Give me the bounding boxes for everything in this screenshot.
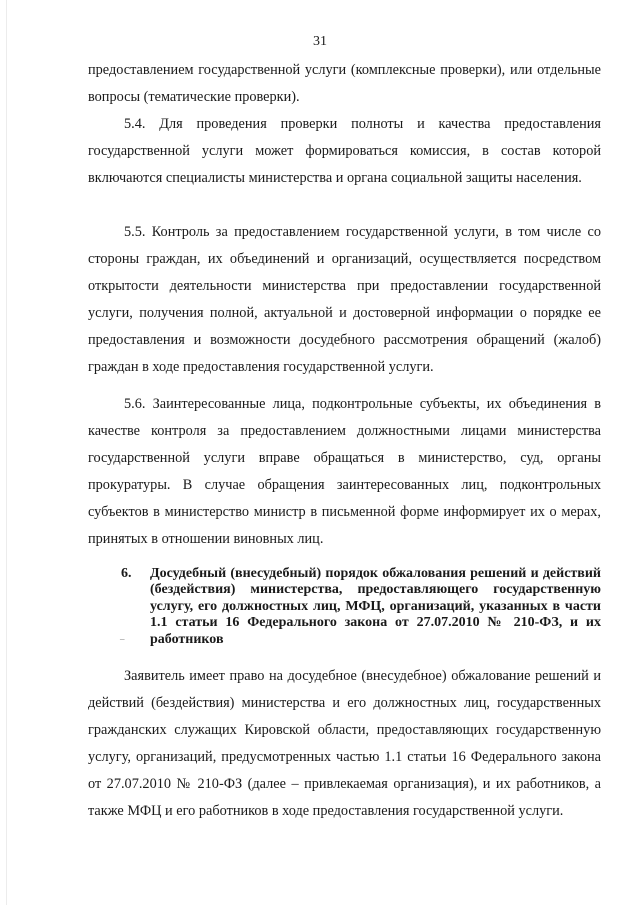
paragraph-block-4 bbox=[88, 391, 601, 553]
page-number: 31 bbox=[313, 34, 327, 49]
scan-edge-line bbox=[6, 0, 7, 905]
paragraph-5-6: 5.6. Заинтересованные лица, подконтрольные субъекты, их объединения в качестве контроля за предоставлением должностными лицами министерства государственной услуги вправе обращаться в министерство, суд, органы прокуратуры. В случае обращения заинтересованных лиц, подконтрольных субъектов в министерство министр в письменной форме информирует их о мерах, принятых в отношении виновных лиц. bbox=[88, 396, 601, 547]
paragraph-5-5: 5.5. Контроль за предоставлением государственной услуги, в том числе со стороны граждан, их объединений и организаций, осуществляется посредством открытости деятельности министерства при предоставлении государственной услуги, получения полной, актуальной и достоверной информации о порядке ее предоставления и возможности досудебного рассмотрения обращений (жалоб) граждан в ходе предоставления государственной услуги. bbox=[88, 224, 601, 375]
section-6-heading bbox=[88, 566, 601, 648]
paragraph-block-1 bbox=[88, 57, 601, 111]
paragraph-block-3 bbox=[88, 219, 601, 381]
paragraph-continuation: предоставлением государственной услуги (комплексные проверки), или отдельные вопросы (тематические проверки). bbox=[88, 62, 601, 105]
section-number: 6. bbox=[121, 566, 132, 581]
margin-mark: _ bbox=[120, 631, 125, 641]
paragraph-5-4: 5.4. Для проведения проверки полноты и качества предоставления государственной услуги может формироваться комиссия, в состав которой включаются специалисты министерства и органа социальной защиты населения. bbox=[88, 116, 601, 186]
paragraph-block-2 bbox=[88, 111, 601, 192]
paragraph-block-5 bbox=[88, 663, 601, 825]
section-title: Досудебный (внесудебный) порядок обжалования решений и действий (бездействия) министерства, предоставляющего государственную услугу, его должностных лиц, МФЦ, организаций, указанных в части 1.1 статьи 16 Федерального закона от 27.07.2010 № 210-ФЗ, и их работников bbox=[150, 566, 601, 647]
section-6-body: Заявитель имеет право на досудебное (внесудебное) обжалование решений и действий (бездействия) министерства и его должностных лиц, государственных гражданских служащих Кировской области, предоставляющих государственную услугу, организаций, предусмотренных частью 1.1 статьи 16 Федерального закона от 27.07.2010 № 210-ФЗ (далее – привлекаемая организация), и их работников, а также МФЦ и его работников в ходе предоставления государственной услуги. bbox=[88, 668, 601, 819]
